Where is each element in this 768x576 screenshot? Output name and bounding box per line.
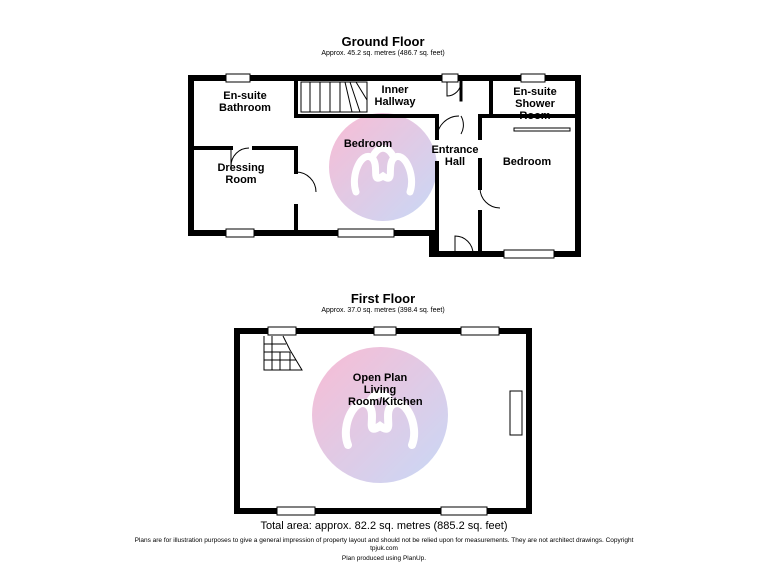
room-label-bedroom-2: Bedroom: [502, 156, 552, 168]
ground-stairs: [301, 82, 367, 112]
disclaimer-credit: Plan produced using PlanUp.: [341, 555, 427, 562]
room-label-dressing-room: Dressing Room: [217, 162, 265, 186]
room-label-bedroom-1: Bedroom: [343, 138, 393, 150]
ground-floor-area: Approx. 45.2 sq. metres (486.7 sq. feet): [321, 50, 445, 57]
room-label-ensuite-shower: En-suite Shower Room: [513, 86, 557, 122]
room-label-open-plan: Open Plan Living Room/Kitchen: [348, 372, 423, 408]
room-label-entrance-hall: Entrance Hall: [431, 144, 479, 168]
room-label-ensuite-bathroom: En-suite Bathroom: [219, 90, 271, 114]
ground-floor-title: Ground Floor: [341, 34, 425, 49]
first-floor-area: Approx. 37.0 sq. metres (398.4 sq. feet): [321, 307, 445, 314]
watermark-logo-first: [312, 347, 448, 483]
watermark-logo-ground: [329, 113, 437, 221]
disclaimer-text: Plans are for illustration purposes to give a general impression of property layout and should not be relied upon for measurements. They are not architect drawings. Copyright tpjuk.com: [134, 537, 634, 552]
total-area: Total area: approx. 82.2 sq. metres (885.2 sq. feet): [260, 520, 508, 532]
room-label-inner-hallway: Inner Hallway: [374, 84, 416, 108]
first-floor-title: First Floor: [350, 291, 416, 306]
first-stairs: [264, 336, 302, 370]
